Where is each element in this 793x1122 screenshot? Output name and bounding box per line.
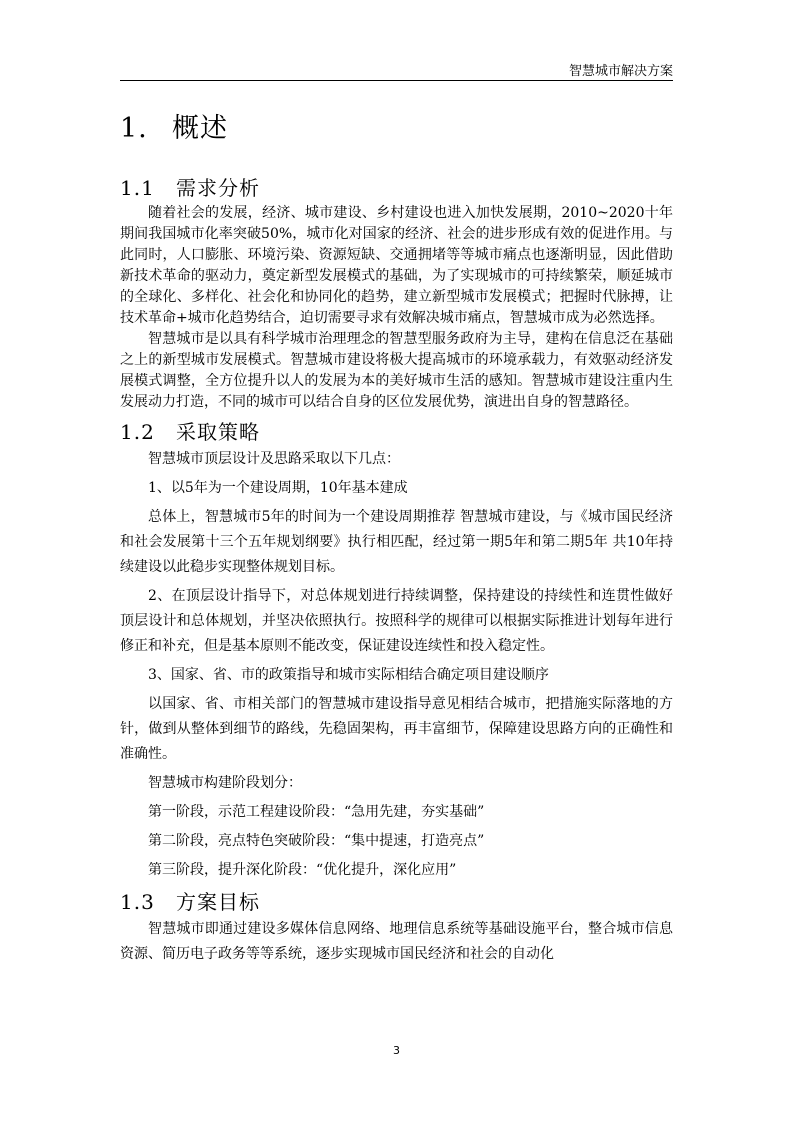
paragraph: 第一阶段，示范工程建设阶段：“急用先建，夯实基础” [148,804,485,820]
section-title: 方案目标 [176,890,260,914]
running-header: 智慧城市解决方案 [568,64,673,79]
section-heading-1-3 [120,887,673,917]
section-title: 采取策略 [176,420,260,444]
page-content [120,96,673,971]
section-heading-1-2 [120,417,673,447]
chapter-heading [120,106,673,145]
paragraph: 2、在顶层设计指导下，对总体规划进行持续调整，保持建设的持续性和连贯性做好顶层设计和总体规划，并坚决依照执行。按照科学的规律可以根据实际推进计划每年进行修正和补充，但是基本原则不能改变，保证建设连续性和投入稳定性。 [120,588,673,654]
paragraph: 智慧城市即通过建设多媒体信息网络、地理信息系统等基础设施平台，整合城市信息资源、简历电子政务等等系统，逐步实现城市国民经济和社会的自动化 [120,921,673,962]
section-number: 1.3 [120,890,155,914]
header-rule [120,80,673,81]
paragraph: 第二阶段，亮点特色突破阶段：“集中提速，打造亮点” [148,833,485,849]
paragraph: 智慧城市顶层设计及思路采取以下几点： [148,451,400,467]
paragraph: 1、以5年为一个建设周期，10年基本建成 [148,480,408,496]
paragraph: 智慧城市构建阶段划分： [148,775,302,791]
section-number: 1.1 [120,176,155,200]
paragraph: 随着社会的发展，经济、城市建设、乡村建设也进入加快发展期，2010~2020十年期间我国城市化率突破50%，城市化对国家的经济、社会的进步形成有效的促进作用。与此同时，人口膨胀、环境污染、资源短缺、交通拥堵等等城市痛点也逐渐明显，因此借助新技术革命的驱动力，奠定新型发展模式的基础，为了实现城市的可持续繁荣，顺延城市的全球化、多样化、社会化和协同化的趋势，建立新型城市发展模式；把握时代脉搏，让技术革命+城市化趋势结合，迫切需要寻求有效解决城市痛点，智慧城市成为必然选择。 [120,205,673,326]
paragraph: 第三阶段，提升深化阶段：“优化提升，深化应用” [148,862,457,878]
paragraph: 以国家、省、市相关部门的智慧城市建设指导意见相结合城市，把措施实际落地的方针，做到从整体到细节的路线，先稳固架构，再丰富细节，保障建设思路方向的正确性和准确性。 [120,696,673,762]
page-number: 3 [393,1044,400,1057]
section-heading-1-1 [120,173,673,203]
paragraph: 3、国家、省、市的政策指导和城市实际相结合确定项目建设顺序 [148,667,549,683]
chapter-number: 1. [120,113,148,144]
paragraph: 智慧城市是以具有科学城市治理理念的智慧型服务政府为主导，建构在信息泛在基础之上的新型城市发展模式。智慧城市建设将极大提高城市的环境承载力，有效驱动经济发展模式调整，全方位提升以人的发展为本的美好城市生活的感知。智慧城市建设注重内生发展动力打造，不同的城市可以结合自身的区位发展优势，演进出自身的智慧路径。 [120,331,673,410]
section-title: 需求分析 [176,176,260,200]
section-number: 1.2 [120,420,155,444]
chapter-title: 概述 [172,113,228,144]
paragraph: 总体上，智慧城市5年的时间为一个建设周期推荐 智慧城市建设，与《城市国民经济和社会发展第十三个五年规划纲要》执行相匹配，经过第一期5年和第二期5年 共10年持续建设以此稳步实现整体规划目标。 [120,509,673,575]
